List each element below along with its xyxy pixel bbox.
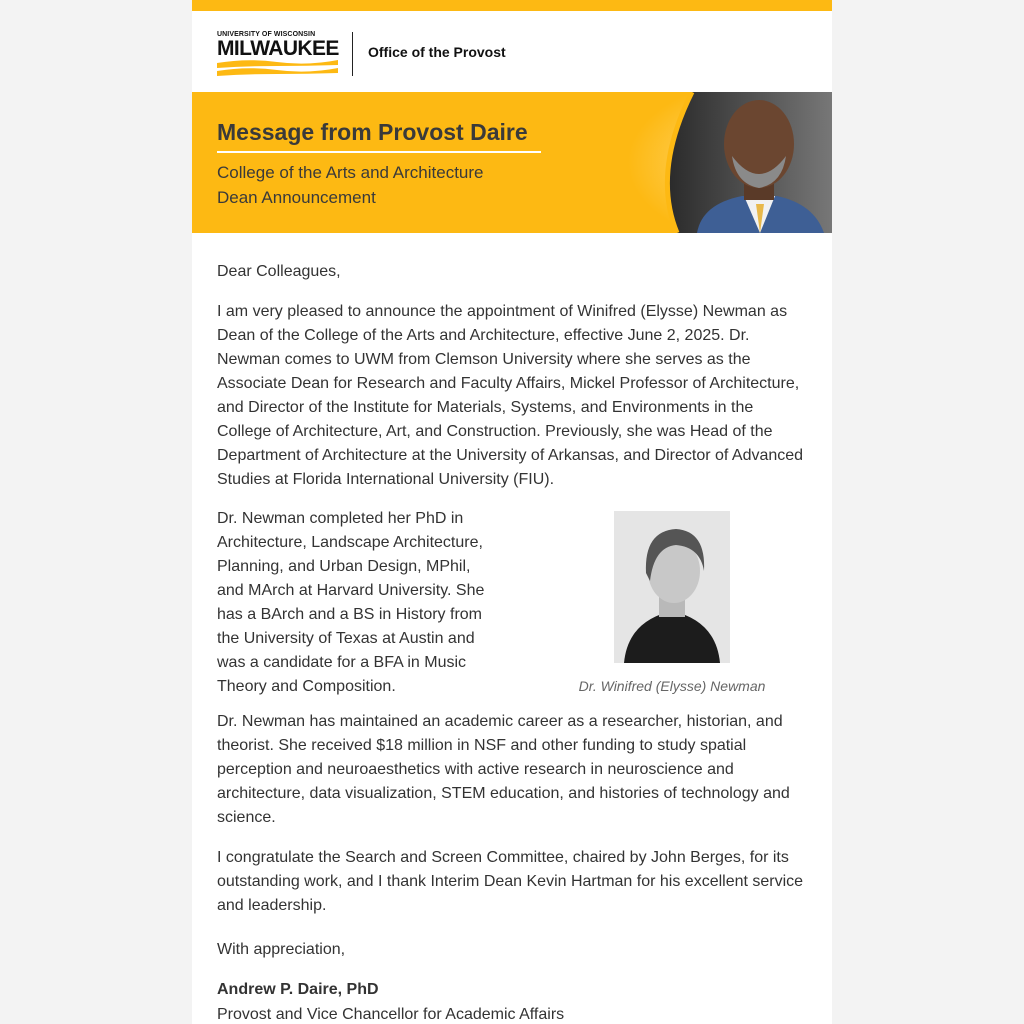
banner-underline: [217, 151, 541, 153]
signature-name: Andrew P. Daire, PhD: [217, 981, 379, 998]
email-header: [192, 11, 832, 92]
office-title: Office of the Provost: [368, 44, 506, 60]
logo-university-text: UNIVERSITY OF WISCONSIN: [217, 31, 316, 38]
top-accent-bar: [192, 0, 832, 11]
banner-subtitle-line2: Dean Announcement: [217, 188, 376, 207]
paragraph-education: Dr. Newman completed her PhD in Architecture, Landscape Architecture, Planning, and Urban Design, MPhil, and MArch at Harvard University. She has a BArch and a BS in History from the University of Texas at Austin and was a candidate for a BFA in Music Theory and Composition.: [217, 510, 485, 695]
closing: With appreciation,: [217, 941, 346, 958]
paragraph-appointment: I am very pleased to announce the appointment of Winifred (Elysse) Newman as Dean of the College of the Arts and Architecture, effective June 2, 2025. Dr. Newman comes to UWM from Clemson University where she serves as the Associate Dean for Research and Faculty Affairs, Mickel Professor of Architecture, and Director of the Institute for Materials, Systems, and Environments in the College of Architecture, Art, and Construction. Previously, she was Head of the Department of Architecture at the University of Arkansas, and Director of Advanced Studies at Florida International University (FIU).: [217, 303, 804, 488]
paragraph-research: Dr. Newman has maintained an academic career as a researcher, historian, and theorist. She received $18 million in NSF and other funding to study spatial perception and neuroaesthetics with active research in neuroscience and architecture, data visualization, STEM education, and histories of technology and science.: [217, 713, 790, 826]
header-divider: [352, 32, 353, 76]
signature-title: Provost and Vice Chancellor for Academic Affairs: [217, 1006, 565, 1023]
photo-caption: Dr. Winifred (Elysse) Newman: [578, 678, 766, 694]
banner-title: Message from Provost Daire: [217, 119, 528, 145]
banner-subtitle-line1: College of the Arts and Architecture: [217, 163, 484, 182]
logo-milwaukee-text: MILWAUKEE: [217, 37, 339, 60]
email-container: [192, 0, 832, 1024]
hero-banner: [192, 92, 832, 233]
newman-portrait-image: [614, 511, 730, 663]
provost-portrait-image: [592, 92, 832, 233]
logo-waves-icon: [217, 58, 338, 77]
greeting: Dear Colleagues,: [217, 263, 341, 280]
paragraph-thanks: I congratulate the Search and Screen Committee, chaired by John Berges, for its outstanding work, and I thank Interim Dean Kevin Hartman for his excellent service and leadership.: [217, 849, 804, 914]
uwm-logo[interactable]: [217, 31, 338, 77]
